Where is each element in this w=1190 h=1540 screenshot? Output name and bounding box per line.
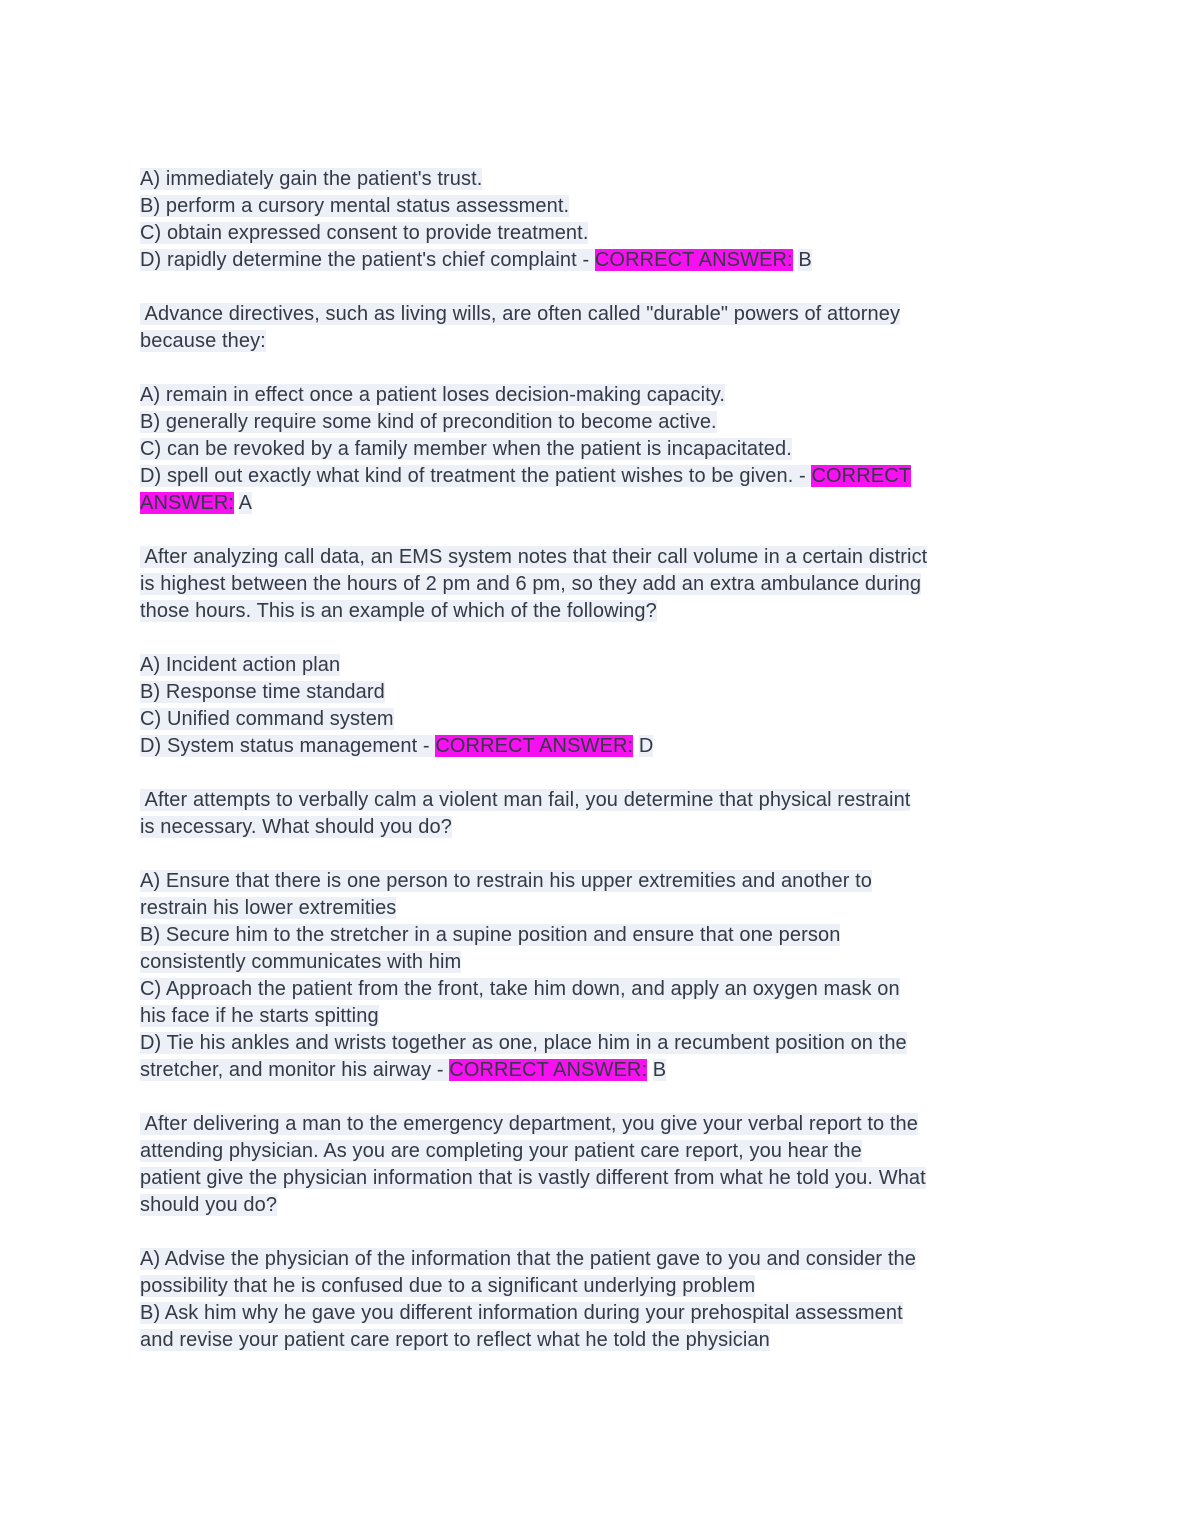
text-segment: restrain his lower extremities xyxy=(140,897,397,919)
correct-answer-highlight: ANSWER: xyxy=(140,492,235,514)
text-segment: B xyxy=(652,1059,667,1081)
text-segment: A) remain in effect once a patient loses decision-making capacity. xyxy=(140,384,726,406)
text-segment: A) Ensure that there is one person to restrain his upper extremities and another to xyxy=(140,870,873,892)
text-segment: After attempts to verbally calm a violent man fail, you determine that physical restraint xyxy=(140,789,911,811)
text-segment: is highest between the hours of 2 pm and 6 pm, so they add an extra ambulance during xyxy=(140,573,922,595)
text-line xyxy=(140,598,1070,625)
text-line xyxy=(140,895,1070,922)
question-paragraph xyxy=(140,301,1070,355)
text-segment: B) perform a cursory mental status assessment. xyxy=(140,195,570,217)
question-paragraph xyxy=(140,544,1070,625)
correct-answer-highlight: CORRECT xyxy=(811,465,912,487)
text-line xyxy=(140,1246,1070,1273)
text-segment: because they: xyxy=(140,330,266,352)
text-segment: D xyxy=(638,735,654,757)
correct-answer-highlight: CORRECT ANSWER: xyxy=(594,249,793,271)
text-line xyxy=(140,193,1070,220)
text-segment: A) immediately gain the patient's trust. xyxy=(140,168,483,190)
text-line xyxy=(140,247,1070,274)
text-line xyxy=(140,868,1070,895)
options-paragraph xyxy=(140,166,1070,274)
correct-answer-highlight: CORRECT ANSWER: xyxy=(435,735,634,757)
text-segment: those hours. This is an example of which of the following? xyxy=(140,600,657,622)
options-paragraph xyxy=(140,382,1070,517)
text-segment: B) Response time standard xyxy=(140,681,385,703)
text-line xyxy=(140,1111,1070,1138)
text-line xyxy=(140,220,1070,247)
text-segment: C) Unified command system xyxy=(140,708,394,730)
text-line xyxy=(140,706,1070,733)
text-line xyxy=(140,409,1070,436)
text-segment: patient give the physician information that is vastly different from what he told you. What xyxy=(140,1167,926,1189)
text-segment: should you do? xyxy=(140,1194,278,1216)
text-segment: After analyzing call data, an EMS system notes that their call volume in a certain district xyxy=(140,546,928,568)
text-segment: stretcher, and monitor his airway - xyxy=(140,1059,450,1081)
text-line xyxy=(140,1057,1070,1084)
text-segment xyxy=(234,492,239,514)
text-segment: C) obtain expressed consent to provide treatment. xyxy=(140,222,589,244)
options-paragraph xyxy=(140,868,1070,1084)
text-segment: D) Tie his ankles and wrists together as one, place him in a recumbent position on the xyxy=(140,1032,907,1054)
text-line xyxy=(140,787,1070,814)
text-line xyxy=(140,436,1070,463)
text-segment: his face if he starts spitting xyxy=(140,1005,379,1027)
text-line xyxy=(140,976,1070,1003)
text-line xyxy=(140,544,1070,571)
text-segment: B) Secure him to the stretcher in a supine position and ensure that one person xyxy=(140,924,841,946)
text-segment: D) rapidly determine the patient's chief complaint - xyxy=(140,249,595,271)
text-segment: A) Advise the physician of the information that the patient gave to you and consider the xyxy=(140,1248,916,1270)
text-line xyxy=(140,1030,1070,1057)
text-segment: B) Ask him why he gave you different information during your prehospital assessment xyxy=(140,1302,903,1324)
text-segment: A) Incident action plan xyxy=(140,654,341,676)
text-segment: and revise your patient care report to reflect what he told the physician xyxy=(140,1329,770,1351)
correct-answer-highlight: CORRECT ANSWER: xyxy=(449,1059,648,1081)
options-paragraph xyxy=(140,1246,1070,1354)
text-line xyxy=(140,301,1070,328)
document-content xyxy=(140,166,1070,1354)
text-segment xyxy=(633,735,639,757)
text-line xyxy=(140,382,1070,409)
text-line xyxy=(140,1138,1070,1165)
text-segment: B xyxy=(798,249,812,271)
text-segment: D) spell out exactly what kind of treatment the patient wishes to be given. - xyxy=(140,465,812,487)
text-line xyxy=(140,679,1070,706)
text-segment: is necessary. What should you do? xyxy=(140,816,452,838)
text-segment: Advance directives, such as living wills, are often called "durable" powers of attorney xyxy=(140,303,901,325)
text-line xyxy=(140,652,1070,679)
text-line xyxy=(140,328,1070,355)
options-paragraph xyxy=(140,652,1070,760)
text-line xyxy=(140,166,1070,193)
question-paragraph xyxy=(140,1111,1070,1219)
text-line xyxy=(140,1165,1070,1192)
text-line xyxy=(140,1192,1070,1219)
text-segment: attending physician. As you are completing your patient care report, you hear the xyxy=(140,1140,862,1162)
text-segment: C) can be revoked by a family member when the patient is incapacitated. xyxy=(140,438,792,460)
text-line xyxy=(140,814,1070,841)
text-segment: A xyxy=(238,492,253,514)
text-line xyxy=(140,949,1070,976)
text-line xyxy=(140,1003,1070,1030)
text-segment: C) Approach the patient from the front, take him down, and apply an oxygen mask on xyxy=(140,978,900,1000)
text-segment: After delivering a man to the emergency department, you give your verbal report to the xyxy=(140,1113,919,1135)
text-line xyxy=(140,571,1070,598)
text-line xyxy=(140,1300,1070,1327)
text-line xyxy=(140,490,1070,517)
text-segment: D) System status management - xyxy=(140,735,436,757)
question-paragraph xyxy=(140,787,1070,841)
text-line xyxy=(140,463,1070,490)
text-line xyxy=(140,922,1070,949)
text-segment xyxy=(647,1059,653,1081)
text-line xyxy=(140,733,1070,760)
text-segment: possibility that he is confused due to a significant underlying problem xyxy=(140,1275,756,1297)
text-line xyxy=(140,1327,1070,1354)
text-line xyxy=(140,1273,1070,1300)
text-segment: consistently communicates with him xyxy=(140,951,462,973)
text-segment: B) generally require some kind of precondition to become active. xyxy=(140,411,717,433)
